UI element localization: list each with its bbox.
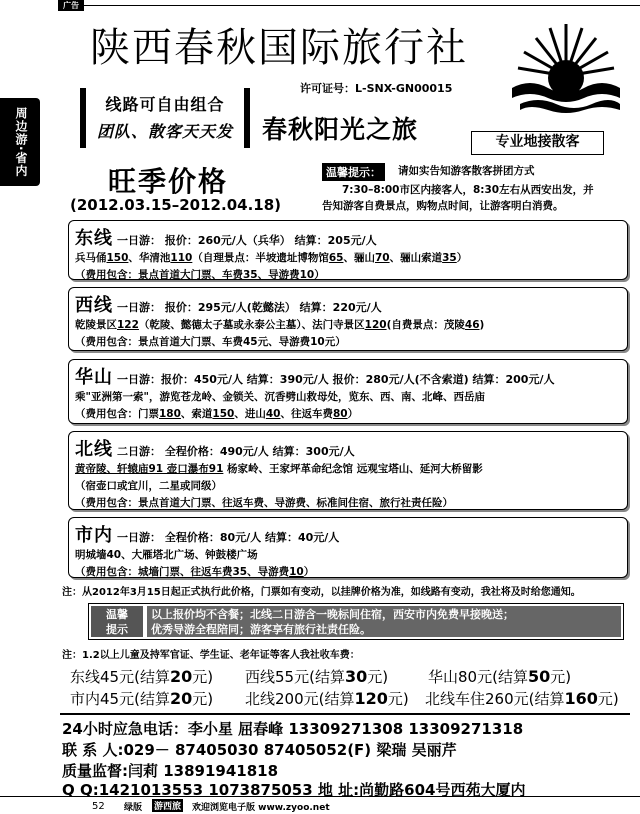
route-fee-line: （费用包含：景点首道大门票、车费45元、导游费10元） xyxy=(75,336,346,348)
route-name: 东线 xyxy=(75,228,113,249)
price-notice: 注：从2012年3月15日起正式执行此价格，门票如有变动，以挂牌价格为准，如线路有变动，我社将及时给您通知。 xyxy=(62,587,581,598)
tips-label: 温馨提示： xyxy=(322,163,385,181)
child-price-west: 西线55元(结算30元) xyxy=(245,667,389,686)
warm-tips-box xyxy=(88,603,624,640)
route-header xyxy=(75,521,621,547)
contacts-divider xyxy=(60,713,630,715)
side-category-tab: 周边游·省内 xyxy=(0,98,40,186)
route-card-east xyxy=(68,220,628,280)
child-price-east: 东线45元(结算20元) xyxy=(70,667,214,686)
tips-line1: 7:30–8:00市区内接客人，8:30左右从西安出发，并 xyxy=(342,184,594,196)
route-price-line: 一日游：报价：450元/人 结算：390元/人 报价：280元/人(不含索道) 结算：200元/人 xyxy=(117,373,555,386)
contact-person: 联 系 人:029－ 87405030 87405052(F) 梁瑞 吴丽芹 xyxy=(62,741,457,759)
route-detail-line: 黄帝陵、轩辕庙91 壶口瀑布91 杨家岭、王家坪革命纪念馆 远观宝塔山、延河大桥留影 xyxy=(75,463,483,475)
route-combo-box xyxy=(80,88,250,148)
route-header xyxy=(75,363,621,389)
route-price-line: 一日游： 报价：260元/人（兵华） 结算：205元/人 xyxy=(117,234,377,247)
route-card-west xyxy=(68,287,628,351)
tips-line2: 告知游客自费景点，购物点时间，让游客明白消费。 xyxy=(322,200,564,212)
route-lodging-line: （宿壶口或宜川，二星或同级） xyxy=(75,480,222,492)
route-fee-line: （费用包含：景点首道大门票、往返车费、导游费、标准间住宿、旅行社责任险） xyxy=(75,497,453,509)
route-header xyxy=(75,435,621,461)
route-fee-line: （费用包含：城墙门票、往返车费35、导游费10） xyxy=(75,566,315,578)
child-price-huashan: 华山80元(结算50元) xyxy=(428,667,572,686)
top-rule xyxy=(84,5,640,6)
season-dates: (2012.03.15–2012.04.18) xyxy=(70,196,281,214)
route-card-huashan xyxy=(68,359,628,424)
child-price-city: 市内45元(结算20元) xyxy=(70,689,214,708)
footer-website[interactable]: 欢迎浏览电子版 www.zyoo.net xyxy=(192,803,330,813)
child-price-north-lodging: 北线车住260元(结算160元) xyxy=(425,689,619,708)
route-detail-line: 明城墙40、大雁塔北广场、钟鼓楼广场 xyxy=(75,549,258,561)
route-detail-line: 乘"亚洲第一索"，游览苍龙岭、金锁关、沉香劈山救母处，览东、西、南、北峰、西岳庙 xyxy=(75,391,485,403)
local-service-tag: 专业地接散客 xyxy=(471,131,604,155)
slogan: 春秋阳光之旅 xyxy=(262,115,419,144)
tips-head: 请如实告知游客散客拼团方式 xyxy=(398,165,535,177)
child-price-north: 北线200元(结算120元) xyxy=(245,689,409,708)
route-name: 西线 xyxy=(75,295,113,316)
child-fee-note: 注：1.2以上儿童及持军官证、学生证、老年证等客人我社收车费： xyxy=(62,650,360,661)
route-name: 北线 xyxy=(75,439,113,460)
route-combo-line2: 团队、散客天天发 xyxy=(96,122,233,141)
ad-tag: 广告 xyxy=(58,0,84,11)
route-combo-line1: 线路可自由组合 xyxy=(105,95,225,114)
route-header xyxy=(75,291,621,317)
route-fee-line: （费用包含：门票180、索道150、进山40、往返车费80） xyxy=(75,408,359,420)
route-price-line: 一日游： 报价：295元/人(乾懿法） 结算：220元/人 xyxy=(117,301,382,314)
sun-logo-icon xyxy=(510,18,622,120)
quality-supervision: 质量监督:闫莉 13891941818 xyxy=(62,762,279,780)
warm-tips-text: 以上报价均不含餐；北线二日游含一晚标间住宿，西安市内免费早接晚送； 优秀导游全程陪同；游客享有旅行社责任险。 xyxy=(147,606,621,637)
route-name: 华山 xyxy=(75,367,113,388)
license-number: 许可证号：L-SNX-GN00015 xyxy=(300,82,453,95)
brand-title: 陕西春秋国际旅行社 xyxy=(90,25,468,71)
route-name: 市内 xyxy=(75,525,113,546)
page-number: 52 xyxy=(92,801,105,812)
footer-brand: 游西旅 xyxy=(152,799,183,812)
route-fee-line: （费用包含：景点首道大门票、车费35、导游费10） xyxy=(75,269,325,281)
qq-and-address: Q Q:1421013553 1073875053 地 址:尚勤路604号西苑大厦内 xyxy=(62,781,526,799)
warm-tips-label: 温馨 提示 xyxy=(91,606,143,637)
route-detail-line: 乾陵景区122（乾陵、懿德太子墓或永泰公主墓）、法门寺景区120(自费景点：茂陵46) xyxy=(75,319,485,331)
emergency-phone: 24小时应急电话：李小星 屈春峰 13309271308 13309271318 xyxy=(62,720,524,738)
route-price-line: 二日游： 全程价格：490元/人 结算：300元/人 xyxy=(117,445,355,458)
route-price-line: 一日游： 全程价格：80元/人 结算：40元/人 xyxy=(117,531,340,544)
route-card-north xyxy=(68,431,628,510)
route-card-city xyxy=(68,517,628,578)
route-header xyxy=(75,224,621,250)
edition-label: 绿版 xyxy=(124,803,143,813)
page-footer xyxy=(0,796,640,814)
season-title: 旺季价格 xyxy=(108,165,229,198)
route-detail-line: 兵马俑150、华清池110（自理景点：半坡遗址博物馆65、骊山70、骊山索道35） xyxy=(75,252,468,264)
